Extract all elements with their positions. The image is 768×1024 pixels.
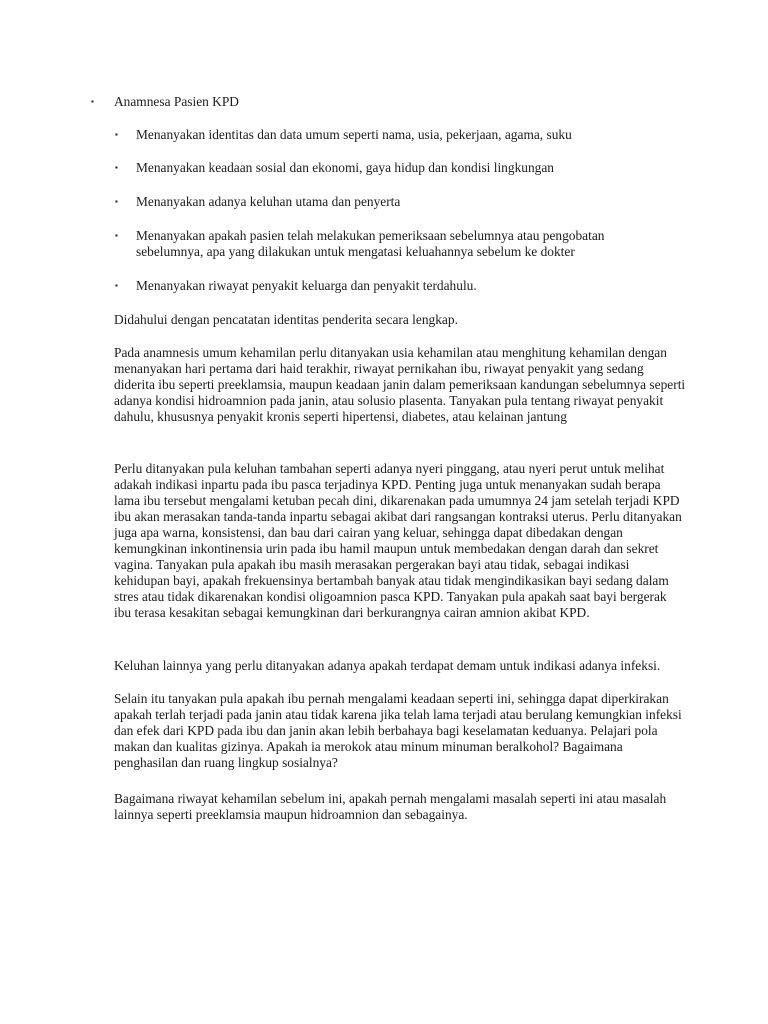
bullet-icon: ▪	[115, 281, 118, 290]
list-item: Menanyakan riwayat penyakit keluarga dan penyakit terdahulu.	[136, 278, 477, 293]
bullet-icon: ▪	[115, 130, 118, 139]
list-heading: Anamnesa Pasien KPD	[114, 94, 239, 109]
paragraph: Pada anamnesis umum kehamilan perlu ditanyakan usia kehamilan atau menghitung kehamilan dengan menanyakan hari pertama dari haid terakhir, riwayat pernikahan ibu, riwayat penyakit yang sedang diderita ibu seperti preeklamsia, maupun keadaan janin dalam pemeriksaan kandungan sebelumnya seperti adanya kondisi hidroamnion pada janin, atau solusio plasenta. Tanyakan pula tentang riwayat penyakit dahulu, khususnya penyakit kronis seperti hipertensi, diabetes, atau kelainan jantung	[114, 345, 686, 424]
list-item: Menanyakan apakah pasien telah melakukan pemeriksaan sebelumnya atau pengobatan sebelumnya, apa yang dilakukan untuk mengatasi keluahannya sebelum ke dokter	[136, 228, 605, 259]
list-item: Menanyakan adanya keluhan utama dan penyerta	[136, 194, 401, 209]
bullet-icon: ▪	[91, 97, 94, 106]
paragraph: Bagaimana riwayat kehamilan sebelum ini, apakah pernah mengalami masalah seperti ini atau masalah lainnya seperti preeklamsia maupun hidroamnion dan sebagainya.	[114, 791, 667, 822]
list-item: Menanyakan keadaan sosial dan ekonomi, gaya hidup dan kondisi lingkungan	[136, 160, 554, 175]
paragraph: Didahului dengan pencatatan identitas penderita secara lengkap.	[114, 312, 458, 327]
bullet-icon: ▪	[115, 163, 118, 172]
bullet-icon: ▪	[115, 231, 118, 240]
paragraph: Perlu ditanyakan pula keluhan tambahan seperti adanya nyeri pinggang, atau nyeri perut untuk melihat adakah indikasi inpartu pada ibu pasca terjadinya KPD. Penting juga untuk menanyakan sudah berapa lama ibu tersebut mengalami ketuban pecah dini, dikarenakan pada umumnya 24 jam setelah terjadi KPD ibu akan merasakan tanda-tanda inpartu sebagai akibat dari rangsangan kontraksi uterus. Perlu ditanyakan juga apa warna, konsistensi, dan bau dari cairan yang keluar, sehingga dapat dibedakan dengan kemungkinan inkontinensia urin pada ibu hamil maupun untuk membedakan dengan darah dan sekret vagina. Tanyakan pula apakah ibu masih merasakan pergerakan bayi atau tidak, sebagai indikasi kehidupan bayi, apakah frekuensinya bertambah banyak atau tidak mengindikasikan bayi sedang dalam stres atau tidak dikarenakan kondisi oligoamnion pasca KPD. Tanyakan pula apakah saat bayi bergerak ibu terasa kesakitan sebagai kemungkinan dari berkurangnya cairan amnion akibat KPD.	[114, 461, 682, 620]
paragraph: Keluhan lainnya yang perlu ditanyakan adanya apakah terdapat demam untuk indikasi adanya infeksi.	[114, 658, 661, 673]
paragraph: Selain itu tanyakan pula apakah ibu pernah mengalami keadaan seperti ini, sehingga dapat diperkirakan apakah terlah terjadi pada janin atau tidak karena jika telah lama terjadi atau berulang kemungkian infeksi dan efek dari KPD pada ibu dan janin akan lebih berbahaya bagi keselamatan keduanya. Pelajari pola makan dan kualitas gizinya. Apakah ia merokok atau minum minuman beralkohol? Bagaimana penghasilan dan ruang lingkup sosialnya?	[114, 691, 682, 770]
bullet-icon: ▪	[115, 197, 118, 206]
list-item: Menanyakan identitas dan data umum seperti nama, usia, pekerjaan, agama, suku	[136, 127, 572, 142]
